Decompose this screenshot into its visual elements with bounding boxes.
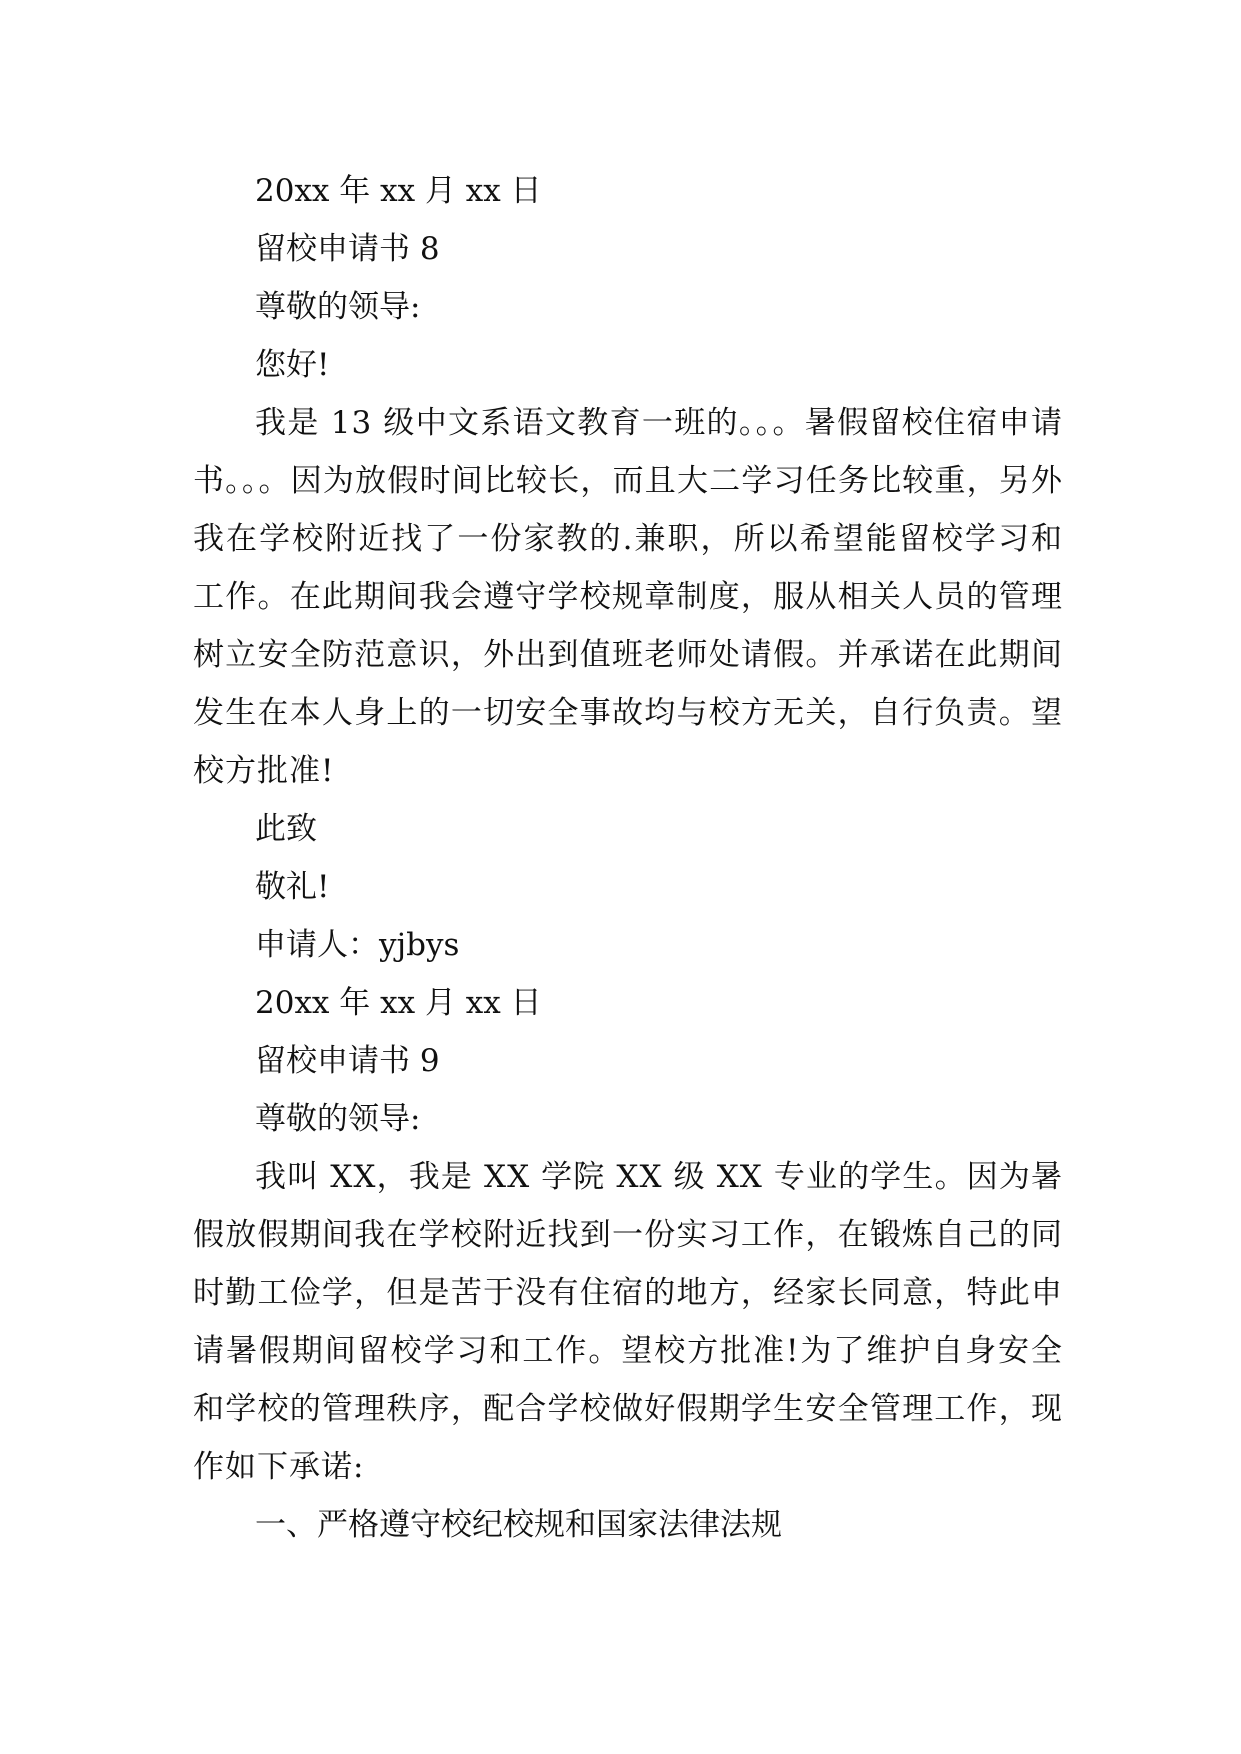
salutation: 尊敬的领导: — [255, 289, 421, 325]
greeting: 您好! — [255, 347, 330, 383]
application-body-paragraph: 我叫 XX，我是 XX 学院 XX 级 XX 专业的学生。因为暑假放假期间我在学校附近找到一份实习工作，在锻炼自己的同时勤工俭学，但是苦于没有住宿的地方，经家长同意，特此申请暑假期间留校学习和工作。望校方批准!为了维护自身安全和学校的管理秩序，配合学校做好假期学生安全管理工作，现作如下承诺: — [193, 1159, 1063, 1485]
closing-line: 此致 — [255, 811, 317, 847]
applicant-signature: 申请人：yjbys — [255, 927, 460, 963]
application-title: 留校申请书 8 — [255, 231, 440, 267]
commitment-item: 一、严格遵守校纪校规和国家法律法规 — [255, 1507, 782, 1543]
date-line: 20xx 年 xx 月 xx 日 — [255, 173, 542, 209]
date-line: 20xx 年 xx 月 xx 日 — [255, 985, 542, 1021]
document-content — [193, 162, 1063, 1554]
application-body-paragraph: 我是 13 级中文系语文教育一班的。。。暑假留校住宿申请书。。。因为放假时间比较长，而且大二学习任务比较重，另外我在学校附近找了一份家教的.兼职，所以希望能留校学习和工作。在此期间我会遵守学校规章制度，服从相关人员的管理树立安全防范意识，外出到值班老师处请假。并承诺在此期间发生在本人身上的一切安全事故均与校方无关，自行负责。望校方批准! — [193, 405, 1063, 789]
application-title: 留校申请书 9 — [255, 1043, 440, 1079]
salutation: 尊敬的领导: — [255, 1101, 421, 1137]
closing-regards: 敬礼! — [255, 869, 330, 905]
